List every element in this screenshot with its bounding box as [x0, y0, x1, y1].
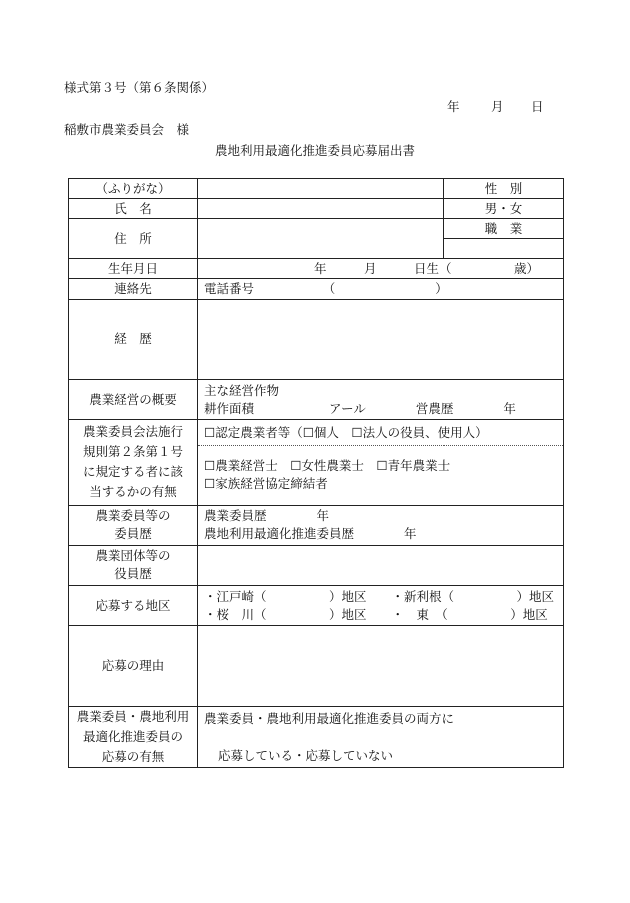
document-title: 農地利用最適化推進委員応募届出書 [214, 143, 415, 158]
dual-label-line: 応募の有無 [101, 748, 165, 764]
rule-eligibility-label [69, 420, 198, 505]
dual-application-text: 農業委員・農地利用最適化推進委員の両方に [204, 710, 455, 726]
certified-farmer-checkbox[interactable]: ☐認定農業者等（☐個人 ☐法人の役員、使用人） [204, 424, 488, 440]
main-crops-label: 主な経営作物 [204, 382, 280, 398]
district-field[interactable] [198, 586, 564, 626]
rule-label-line: 規則第２条第１号 [82, 444, 183, 460]
birthdate-field[interactable] [198, 259, 564, 279]
birthdate-label: 生年月日 [69, 259, 198, 279]
org-history-label [69, 545, 198, 585]
address-field[interactable] [198, 219, 444, 259]
org-history-field[interactable] [198, 545, 564, 585]
dual-application-field[interactable] [198, 706, 564, 767]
reason-label: 応募の理由 [69, 626, 198, 706]
org-history-label-line: 役員歴 [114, 566, 152, 582]
promotion-committee-years: 農地利用最適化推進委員歴 年 [204, 526, 417, 542]
committee-history-label-line: 委員歴 [114, 526, 152, 542]
form-number: 様式第３号（第６条関係） [64, 80, 215, 95]
farm-overview-label: 農業経営の概要 [69, 379, 198, 419]
farm-overview-field[interactable] [198, 379, 564, 419]
addressee: 稲敷市農業委員会 様 [64, 122, 190, 137]
occupation-label: 職 業 [444, 219, 564, 239]
phone-field[interactable] [198, 279, 564, 299]
rule-label-line: に規定する者に該 [82, 464, 183, 480]
dual-label-line: 農業委員・農地利用 [76, 708, 190, 724]
farmer-qualification-checkboxes[interactable]: ☐農業経営士 ☐女性農業士 ☐青年農業士 [204, 458, 451, 474]
dual-application-label [69, 706, 198, 767]
district-label: 応募する地区 [69, 586, 198, 626]
gender-label: 性 別 [444, 179, 564, 199]
committee-history-label [69, 505, 198, 545]
address-label: 住 所 [69, 219, 198, 259]
career-field[interactable] [198, 299, 564, 379]
district-row-sakuragawa-higashi[interactable]: ・桜 川（ ）地区 ・ 東 （ ）地区 [204, 606, 548, 622]
date-month: 月 [491, 99, 504, 114]
cultivated-area-line: 耕作面積 アール 営農歴 年 [204, 400, 516, 416]
dual-label-line: 最適化推進委員の [82, 728, 183, 744]
rule-option-certified[interactable] [198, 420, 564, 446]
district-row-edosaki-shintone[interactable]: ・江戸崎（ ）地区 ・新利根（ ）地区 [204, 588, 555, 604]
reason-field[interactable] [198, 626, 564, 706]
org-history-label-line: 農業団体等の [95, 548, 171, 564]
birthdate-template: 年 月 日生（ 歳） [314, 260, 540, 276]
committee-history-field[interactable] [198, 505, 564, 545]
rule-option-others[interactable] [198, 446, 564, 505]
name-field[interactable] [198, 199, 444, 219]
family-agreement-checkbox[interactable]: ☐家族経営協定締結者 [204, 476, 328, 492]
application-form-table [68, 178, 564, 768]
phone-template: 電話番号 （ ） [204, 281, 448, 297]
furigana-label: （ふりがな） [69, 179, 198, 199]
agri-committee-years: 農業委員歴 年 [204, 508, 330, 524]
contact-label: 連絡先 [69, 279, 198, 299]
date-day: 日 [531, 99, 544, 114]
name-label: 氏 名 [69, 199, 198, 219]
career-label: 経 歴 [69, 299, 198, 379]
date-year: 年 [447, 99, 460, 114]
rule-label-line: 農業委員会法施行 [82, 424, 183, 440]
gender-options[interactable]: 男・女 [444, 199, 564, 219]
furigana-field[interactable] [198, 179, 444, 199]
rule-label-line: 当するかの有無 [89, 484, 177, 500]
occupation-field[interactable] [444, 239, 564, 259]
dual-application-choice[interactable]: 応募している・応募していない [218, 747, 394, 763]
committee-history-label-line: 農業委員等の [95, 508, 171, 524]
